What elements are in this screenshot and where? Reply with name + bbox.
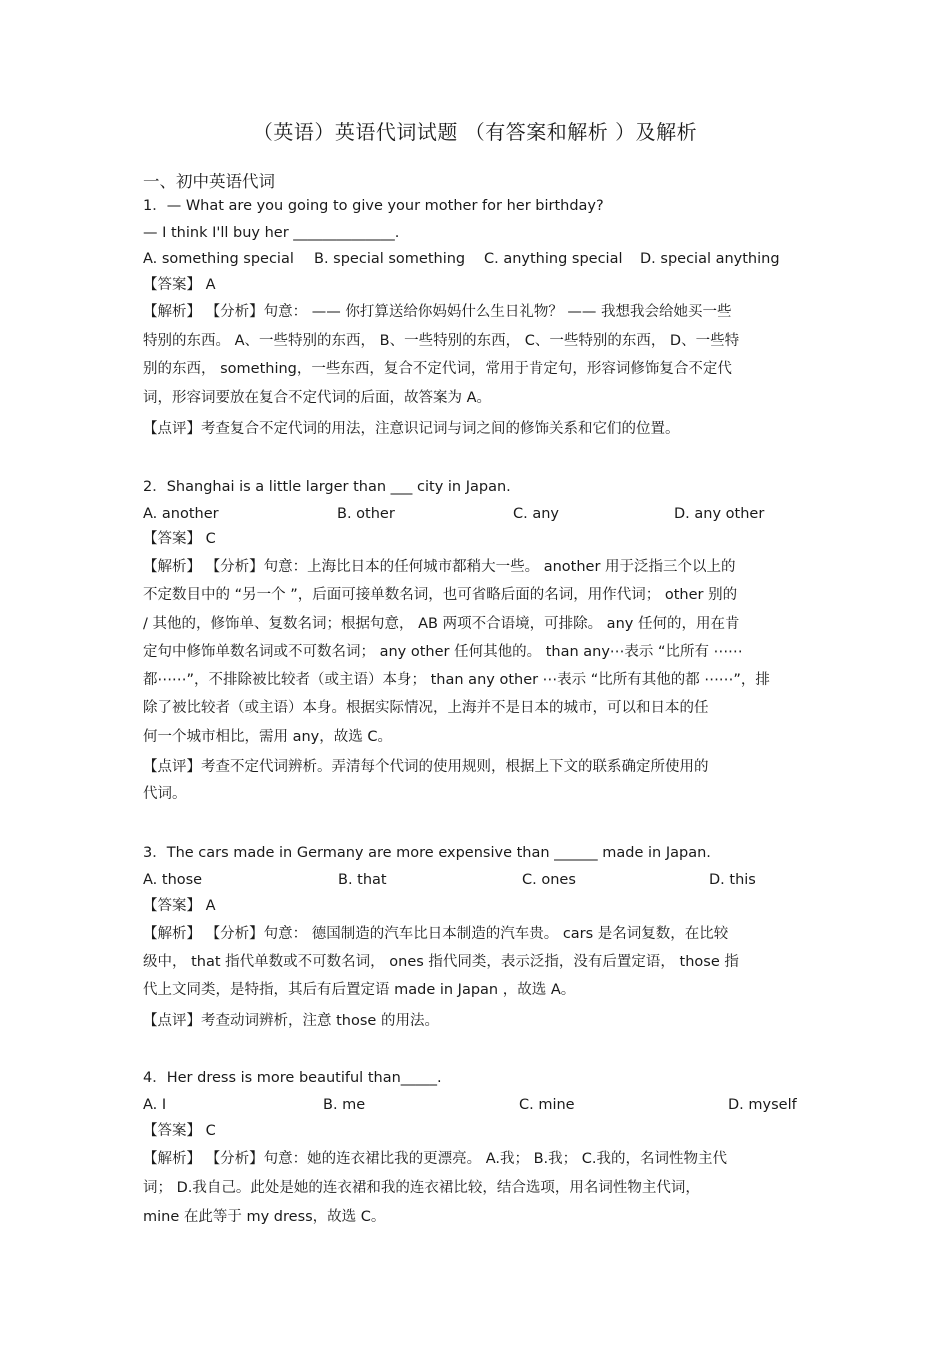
q2-explanation-line: 除了被比较者（或主语）本身。根据实际情况，上海并不是日本的城市，可以和日本的任: [143, 700, 709, 716]
q3-answer: 【答案】 A: [143, 898, 216, 914]
q1-stem-reply: — I think I'll buy her ______________.: [143, 225, 400, 241]
q4-option-d: D. myself: [728, 1097, 797, 1113]
q1-options: [143, 249, 823, 269]
q1-explanation-line: 别的东西， something，一些东西，复合不定代词，常用于肯定句，形容词修饰复合不定代: [143, 361, 732, 377]
q3-stem: 3．The cars made in Germany are more expensive than ______ made in Japan.: [143, 845, 711, 861]
q1-option-d: D. special anything: [640, 251, 780, 267]
q1-comment: 【点评】考查复合不定代词的用法，注意识记词与词之间的修饰关系和它们的位置。: [143, 421, 680, 437]
q2-option-d: D. any other: [674, 506, 765, 522]
q3-option-c: C. ones: [522, 872, 576, 888]
q3-explanation-line: 代上文同类，是特指，其后有后置定语 made in Japan ，故选 A。: [143, 982, 576, 998]
q3-option-a: A. those: [143, 872, 203, 888]
q3-explanation-line: 【解析】 【分析】句意： 德国制造的汽车比日本制造的汽车贵。 cars 是名词复数，在比较: [143, 926, 729, 942]
q4-option-a: A. I: [143, 1097, 167, 1113]
q2-explanation-line: 【解析】 【分析】句意：上海比日本的任何城市都稍大一些。 another 用于泛指三个以上的: [143, 559, 736, 575]
q4-explanation-line: mine 在此等于 my dress，故选 C。: [143, 1209, 386, 1225]
q2-explanation-line: 不定数目中的 “另一个 ”，后面可接单数名词，也可省略后面的名词，用作代词； other 别的: [143, 587, 738, 603]
q4-option-b: B. me: [323, 1097, 366, 1113]
q2-options: [143, 504, 823, 524]
q1-option-b: B. special something: [314, 251, 466, 267]
q2-comment-cont: 代词。: [143, 786, 187, 802]
q4-answer: 【答案】 C: [143, 1123, 216, 1139]
q2-option-a: A. another: [143, 506, 219, 522]
q2-stem: 2．Shanghai is a little larger than ___ city in Japan.: [143, 479, 511, 495]
q2-explanation-line: 定句中修饰单数名词或不可数名词； any other 任何其他的。 than any⋯表示 “比所有 ⋯⋯: [143, 644, 743, 660]
q2-explanation-line: / 其他的，修饰单、复数名词；根据句意， AB 两项不合语境，可排除。 any 任何的，用在肯: [143, 616, 740, 632]
q3-option-d: D. this: [709, 872, 756, 888]
q4-options: [143, 1095, 823, 1115]
section-heading: 一、初中英语代词: [143, 172, 275, 191]
q1-explanation-line: 特别的东西。 A、一些特别的东西， B、一些特别的东西， C、一些特别的东西， D、一些特: [143, 333, 740, 349]
q2-explanation-line: 何一个城市相比，需用 any，故选 C。: [143, 729, 392, 745]
q3-option-b: B. that: [338, 872, 387, 888]
page-title: （英语）英语代词试题 （有答案和解析 ）及解析: [252, 120, 698, 144]
q4-explanation-line: 词； D.我自己。此处是她的连衣裙和我的连衣裙比较，结合选项，用名词性物主代词，: [143, 1180, 700, 1196]
q3-comment: 【点评】考查动词辨析，注意 those 的用法。: [143, 1013, 439, 1029]
q4-option-c: C. mine: [519, 1097, 575, 1113]
q4-explanation-line: 【解析】 【分析】句意：她的连衣裙比我的更漂亮。 A.我； B.我； C.我的，名词性物主代: [143, 1151, 727, 1167]
q2-answer: 【答案】 C: [143, 531, 216, 547]
q4-stem: 4．Her dress is more beautiful than_____.: [143, 1070, 442, 1086]
q2-explanation-line: 都⋯⋯”，不排除被比较者（或主语）本身； than any other ⋯表示 “比所有其他的都 ⋯⋯”，排: [143, 672, 770, 688]
q2-option-b: B. other: [337, 506, 395, 522]
q1-explanation-line: 【解析】 【分析】句意： —— 你打算送给你妈妈什么生日礼物？ —— 我想我会给她买一些: [143, 304, 732, 320]
q2-option-c: C. any: [513, 506, 559, 522]
q1-stem: 1．— What are you going to give your mother for her birthday?: [143, 198, 604, 214]
q1-answer: 【答案】 A: [143, 277, 216, 293]
q1-explanation-line: 词，形容词要放在复合不定代词的后面，故答案为 A。: [143, 390, 492, 406]
q3-explanation-line: 级中， that 指代单数或不可数名词， ones 指代同类，表示泛指，没有后置定语， those 指: [143, 954, 739, 970]
q1-option-a: A. something special: [143, 251, 294, 267]
q1-option-c: C. anything special: [484, 251, 623, 267]
q2-comment: 【点评】考查不定代词辨析。弄清每个代词的使用规则，根据上下文的联系确定所使用的: [143, 759, 709, 775]
q3-options: [143, 870, 823, 890]
